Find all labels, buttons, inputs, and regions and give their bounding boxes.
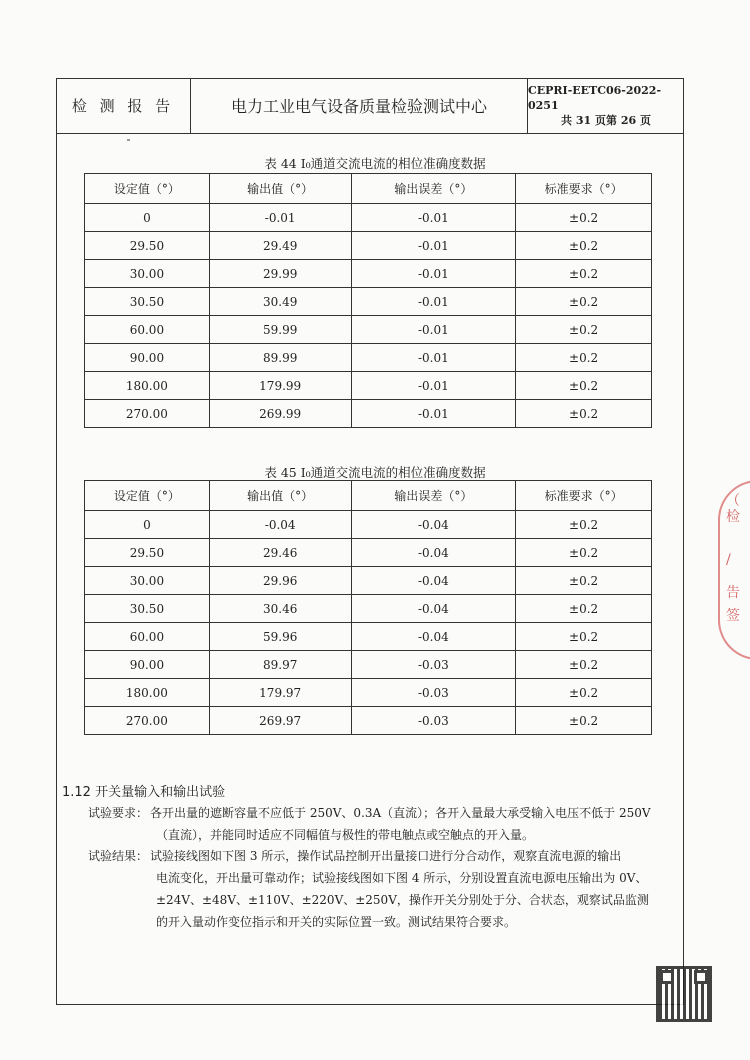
table-cell: 0 <box>85 204 210 232</box>
column-header: 标准要求（°） <box>516 174 652 204</box>
table-cell: -0.03 <box>351 707 516 735</box>
table-cell: -0.03 <box>351 651 516 679</box>
table-cell: ±0.2 <box>516 288 652 316</box>
column-header: 输出误差（°） <box>351 174 516 204</box>
test-result <box>88 845 678 933</box>
table-cell: -0.01 <box>351 232 516 260</box>
table-cell: 179.99 <box>209 372 351 400</box>
table-cell: -0.04 <box>351 539 516 567</box>
result-text-3: ±24V、±48V、±110V、±220V、±250V，操作开关分别处于分、合状态，观察试品监测 <box>156 893 649 907</box>
stamp-char: （ <box>726 493 740 509</box>
table-cell: 180.00 <box>85 372 210 400</box>
table-cell: -0.03 <box>351 679 516 707</box>
table-cell: 30.49 <box>209 288 351 316</box>
table-cell: 0 <box>85 511 210 539</box>
table-cell: 90.00 <box>85 651 210 679</box>
table-row <box>85 651 652 679</box>
table-cell: 269.99 <box>209 400 351 428</box>
table-cell: 60.00 <box>85 316 210 344</box>
table-cell: -0.01 <box>351 316 516 344</box>
table-cell: 180.00 <box>85 679 210 707</box>
table-cell: ±0.2 <box>516 567 652 595</box>
table-row <box>85 260 652 288</box>
table-row <box>85 567 652 595</box>
table-cell: 29.50 <box>85 232 210 260</box>
table-row <box>85 232 652 260</box>
table-cell: -0.01 <box>351 204 516 232</box>
table-cell: ±0.2 <box>516 344 652 372</box>
column-header: 输出误差（°） <box>351 481 516 511</box>
table-row <box>85 511 652 539</box>
table-row <box>85 623 652 651</box>
table-row <box>85 288 652 316</box>
table-cell: 269.97 <box>209 707 351 735</box>
report-header <box>56 78 684 134</box>
header-organization: 电力工业电气设备质量检验测试中心 <box>191 78 528 133</box>
table-45 <box>84 480 652 735</box>
table-cell: ±0.2 <box>516 260 652 288</box>
table-cell: -0.01 <box>209 204 351 232</box>
report-code: CEPRI-EETC06-2022-0251 <box>528 84 662 112</box>
column-header: 输出值（°） <box>209 174 351 204</box>
table-header-row <box>85 481 652 511</box>
requirement-label: 试验要求： <box>88 806 149 820</box>
table-cell: -0.04 <box>351 623 516 651</box>
table-cell: 29.50 <box>85 539 210 567</box>
table-cell: 29.96 <box>209 567 351 595</box>
table-cell: 30.50 <box>85 288 210 316</box>
table-cell: ±0.2 <box>516 204 652 232</box>
table-row <box>85 316 652 344</box>
table-cell: -0.01 <box>351 288 516 316</box>
test-requirement <box>88 802 678 846</box>
section-title: 1.12 开关量输入和输出试验 <box>62 785 226 800</box>
table-cell: ±0.2 <box>516 400 652 428</box>
table-cell: ±0.2 <box>516 316 652 344</box>
table-cell: 90.00 <box>85 344 210 372</box>
table-cell: 29.99 <box>209 260 351 288</box>
table-row <box>85 595 652 623</box>
header-meta <box>528 78 684 133</box>
table-cell: 270.00 <box>85 707 210 735</box>
requirement-text-1: 各开出量的遮断容量不应低于 250V、0.3A（直流）；各开入量最大承受输入电压不低于 250V <box>150 806 651 820</box>
table-cell: -0.04 <box>209 511 351 539</box>
table-cell: ±0.2 <box>516 232 652 260</box>
stamp-char: 签 <box>726 608 740 624</box>
table-row <box>85 204 652 232</box>
table-cell: -0.04 <box>351 567 516 595</box>
column-header: 设定值（°） <box>85 174 210 204</box>
result-text-1: 试验接线图如下图 3 所示，操作试品控制开出量接口进行分合动作，观察直流电源的输出 <box>150 849 622 863</box>
table-cell: ±0.2 <box>516 372 652 400</box>
table-cell: 29.49 <box>209 232 351 260</box>
table-header-row <box>85 174 652 204</box>
table-45-caption: 表 45 I₀通道交流电流的相位准确度数据 <box>264 465 486 480</box>
table-cell: ±0.2 <box>516 623 652 651</box>
table-cell: ±0.2 <box>516 651 652 679</box>
table-cell: -0.01 <box>351 344 516 372</box>
result-text-2: 电流变化，开出量可靠动作；试验接线图如下图 4 所示，分别设置直流电源电压输出为 0V、 <box>156 871 648 885</box>
table-cell: 30.00 <box>85 567 210 595</box>
table-cell: 89.99 <box>209 344 351 372</box>
table-cell: 59.99 <box>209 316 351 344</box>
table-cell: ±0.2 <box>516 707 652 735</box>
table-row <box>85 539 652 567</box>
table-row <box>85 400 652 428</box>
table-row <box>85 372 652 400</box>
table-cell: ±0.2 <box>516 679 652 707</box>
table-row <box>85 344 652 372</box>
table-cell: 30.50 <box>85 595 210 623</box>
stamp-char: 检 <box>726 509 740 525</box>
scan-speck <box>127 139 130 141</box>
column-header: 标准要求（°） <box>516 481 652 511</box>
table-cell: -0.04 <box>351 595 516 623</box>
page-counter: 共 31 页第 26 页 <box>561 114 651 127</box>
table-row <box>85 679 652 707</box>
table-cell: -0.01 <box>351 372 516 400</box>
table-cell: -0.01 <box>351 260 516 288</box>
table-cell: 60.00 <box>85 623 210 651</box>
table-row <box>85 707 652 735</box>
result-label: 试验结果： <box>88 849 149 863</box>
qr-code-icon <box>656 966 712 1022</box>
table-cell: 179.97 <box>209 679 351 707</box>
table-cell: ±0.2 <box>516 595 652 623</box>
table-cell: 30.46 <box>209 595 351 623</box>
header-report-label: 检 测 报 告 <box>56 78 191 133</box>
table-cell: 29.46 <box>209 539 351 567</box>
stamp-char: 告 <box>726 585 740 601</box>
table-44-caption: 表 44 I₀通道交流电流的相位准确度数据 <box>264 156 486 171</box>
result-text-4: 的开入量动作变位指示和开关的实际位置一致。测试结果符合要求。 <box>156 915 517 929</box>
table-cell: 89.97 <box>209 651 351 679</box>
table-cell: -0.01 <box>351 400 516 428</box>
table-cell: 59.96 <box>209 623 351 651</box>
table-cell: ±0.2 <box>516 539 652 567</box>
table-cell: ±0.2 <box>516 511 652 539</box>
column-header: 输出值（°） <box>209 481 351 511</box>
stamp-char: / <box>726 552 731 568</box>
column-header: 设定值（°） <box>85 481 210 511</box>
requirement-text-2: （直流），并能同时适应不同幅值与极性的带电触点或空触点的开入量。 <box>156 828 535 842</box>
table-44 <box>84 173 652 428</box>
table-cell: -0.04 <box>351 511 516 539</box>
table-cell: 30.00 <box>85 260 210 288</box>
table-cell: 270.00 <box>85 400 210 428</box>
